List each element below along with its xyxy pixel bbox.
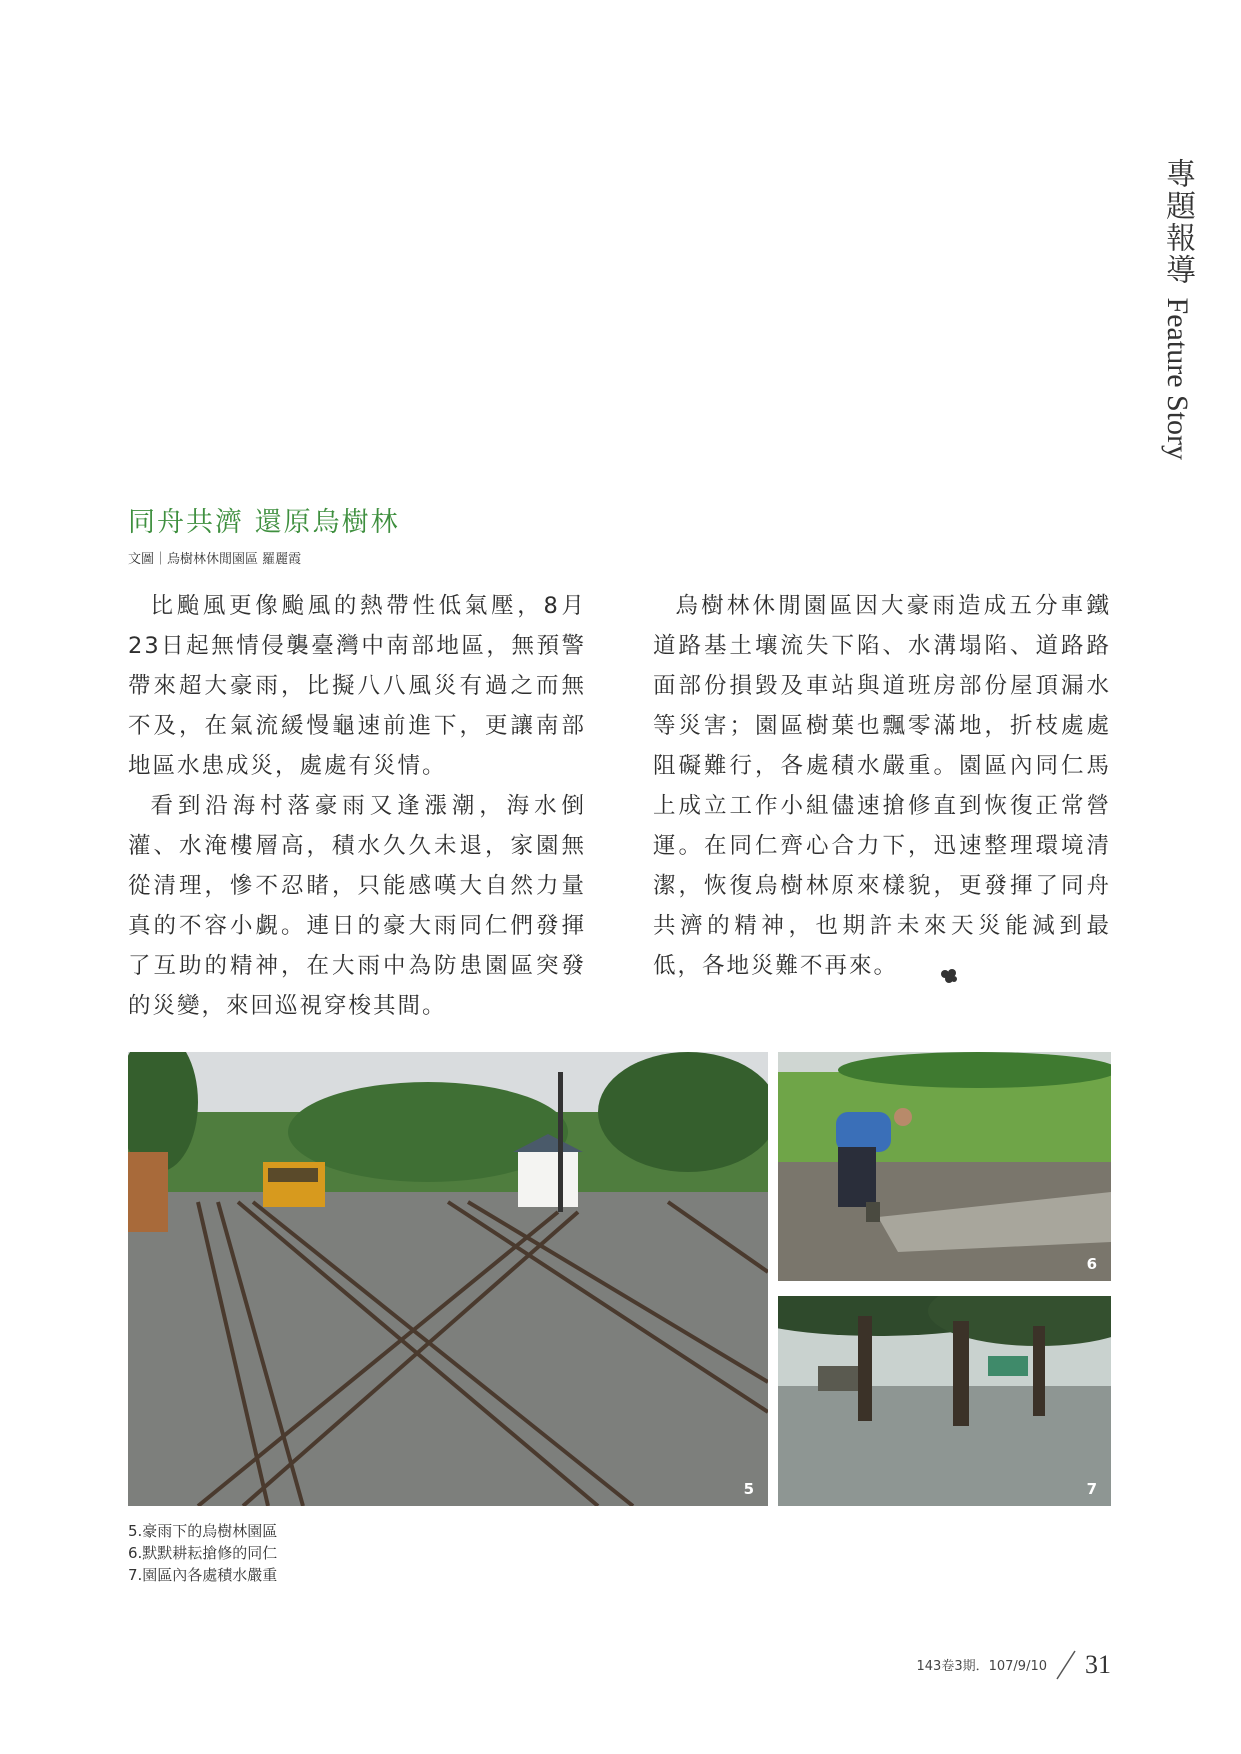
photo-worker-repair (778, 1052, 1111, 1281)
section-label (1155, 158, 1199, 460)
article-column-right (653, 586, 1111, 986)
article-byline: 文圖｜烏樹林休閒園區 羅麗霞 (128, 552, 302, 567)
photo-caption: 7.園區內各處積水嚴重 (128, 1566, 278, 1584)
issue-info: 143卷3期．107/9/10 (916, 1659, 1047, 1674)
section-label-en: Feature Story (1161, 297, 1194, 461)
end-mark-icon (916, 957, 936, 973)
photo-caption: 5.豪雨下的烏樹林園區 (128, 1522, 278, 1540)
section-label-zh: 專題報導 (1160, 158, 1195, 286)
page-footer (917, 1650, 1111, 1680)
article-title: 同舟共濟 還原烏樹林 (128, 507, 400, 538)
page-number: 31 (1085, 1650, 1111, 1679)
article-column-left (128, 586, 586, 1026)
photo-flooded-park (778, 1296, 1111, 1506)
photo-number: 5 (743, 1480, 754, 1498)
photo-number: 6 (1086, 1255, 1097, 1273)
photo-caption: 6.默默耕耘搶修的同仁 (128, 1544, 278, 1562)
slash-divider-icon (1055, 1650, 1077, 1680)
photo-railway-tracks (128, 1052, 768, 1506)
article-paragraph: 比颱風更像颱風的熱帶性低氣壓，8月23日起無情侵襲臺灣中南部地區，無預警帶來超大豪雨，比擬八八風災有過之而無不及，在氣流緩慢龜速前進下，更讓南部地區水患成災，處處有災情。 (128, 593, 586, 779)
photo-number: 7 (1086, 1480, 1097, 1498)
article-paragraph: 看到沿海村落豪雨又逢漲潮，海水倒灌、水淹樓層高，積水久久未退，家園無從清理，慘不忍睹，只能感嘆大自然力量真的不容小覷。連日的豪大雨同仁們發揮了互助的精神，在大雨中為防患園區突發的災變，來回巡視穿梭其間。 (128, 793, 586, 1019)
article-paragraph (653, 586, 1111, 986)
article-paragraph-text: 烏樹林休閒園區因大豪雨造成五分車鐵道路基土壤流失下陷、水溝塌陷、道路路面部份損毀及車站與道班房部份屋頂漏水等災害；園區樹葉也飄零滿地，折枝處處阻礙難行，各處積水嚴重。園區內同仁馬上成立工作小組儘速搶修直到恢復正常營運。在同仁齊心合力下，迅速整理環境清潔，恢復烏樹林原來樣貌，更發揮了同舟共濟的精神，也期許未來天災能減到最低，各地災難不再來。 (653, 593, 1111, 979)
photo-captions (128, 1520, 277, 1586)
